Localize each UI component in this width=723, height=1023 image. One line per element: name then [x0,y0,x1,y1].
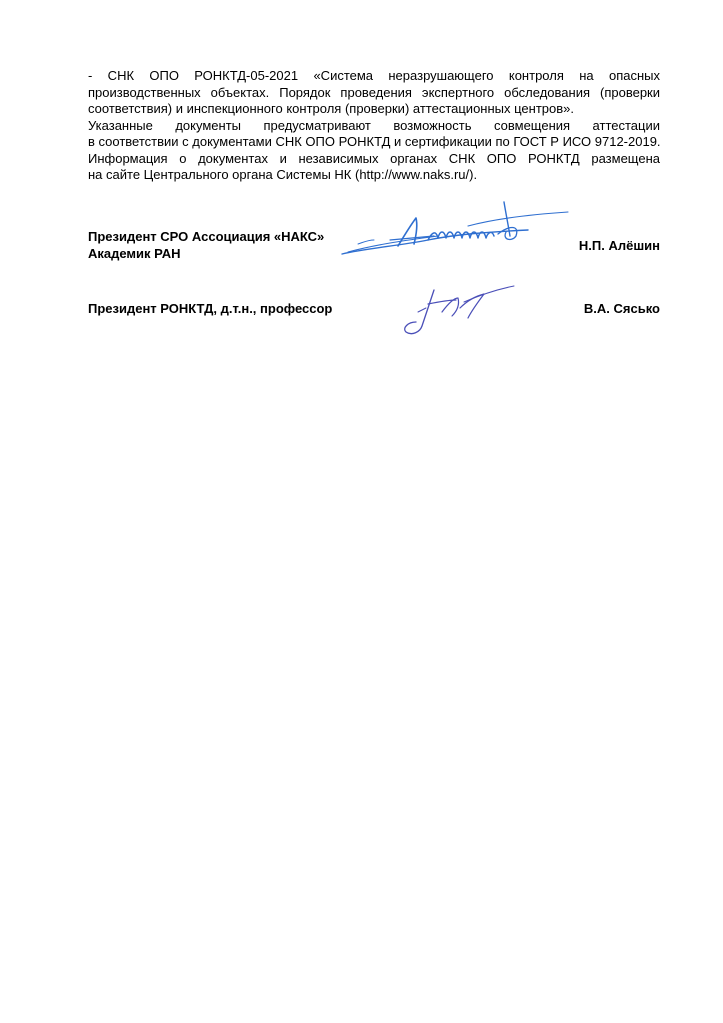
signatory-title-line: Академик РАН [88,246,181,261]
signatory-title-line: Президент РОНКТД, д.т.н., профессор [88,301,333,316]
text-line: Информация о документах и независимых органах СНК ОПО РОНКТД размещена [88,150,660,166]
signatory-name: В.А. Сясько [583,301,660,316]
paragraph-combination-note [88,118,660,151]
signatory-title-line: Президент СРО Ассоциация «НАКС» [88,229,325,244]
text-line: в соответствии с документами СНК ОПО РОНКТД и сертификации по ГОСТ Р ИСО 9712-2019. [88,134,661,149]
text-line: производственных объектах. Порядок проведения экспертного обследования (проверки [88,84,660,100]
signatory-ronktd [88,300,660,320]
text-line: - СНК ОПО РОНКТД-05-2021 «Система неразрушающего контроля на опасных [88,68,660,83]
signature-aleshin [338,196,570,260]
text-line: на сайте Центрального органа Системы НК (http://www.naks.ru/). [88,167,478,182]
text-line: Указанные документы предусматривают возможность совмещения аттестации [88,117,660,133]
signatory-title [88,300,332,317]
text-line: соответствия) и инспекционного контроля (проверки) аттестационных центров». [88,101,574,116]
signature-syasko [398,282,518,338]
document-body [88,68,660,184]
signatory-title [88,228,324,262]
paragraph-standard-item [88,68,660,118]
signatory-name: Н.П. Алёшин [578,238,660,253]
paragraph-info-note [88,151,660,184]
